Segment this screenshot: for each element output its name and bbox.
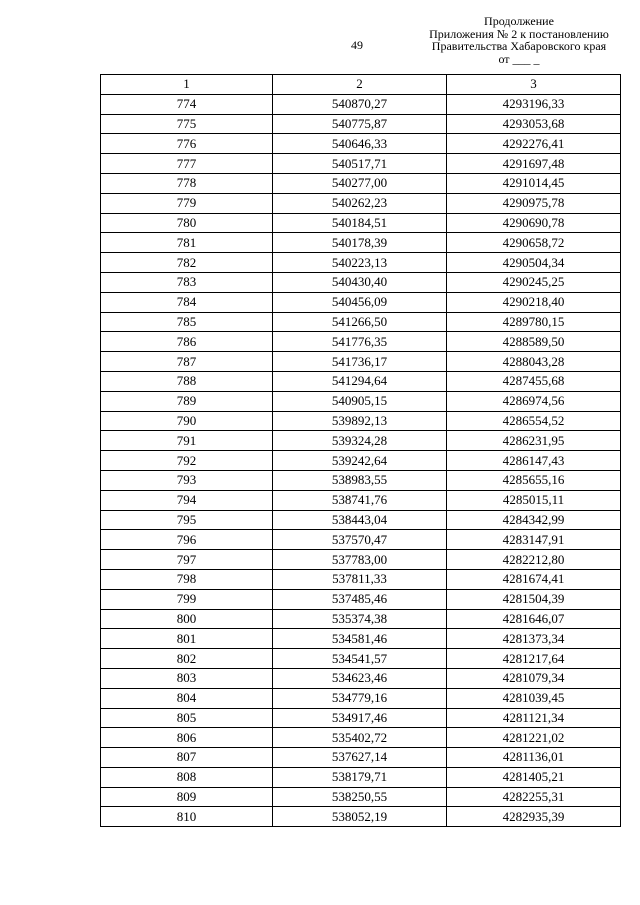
cell-point-number: 802: [101, 649, 273, 669]
cell-x-coordinate: 538443,04: [273, 510, 447, 530]
cell-x-coordinate: 535402,72: [273, 728, 447, 748]
cell-y-coordinate: 4290975,78: [447, 193, 621, 213]
table-row: [101, 114, 621, 134]
cell-x-coordinate: 541266,50: [273, 312, 447, 332]
table-header-row: [101, 75, 621, 95]
cell-x-coordinate: 537627,14: [273, 748, 447, 768]
cell-x-coordinate: 538741,76: [273, 490, 447, 510]
cell-x-coordinate: 540775,87: [273, 114, 447, 134]
cell-y-coordinate: 4290504,34: [447, 253, 621, 273]
header-line-government: Правительства Хабаровского края: [431, 39, 607, 53]
cell-x-coordinate: 534623,46: [273, 668, 447, 688]
cell-y-coordinate: 4292276,41: [447, 134, 621, 154]
cell-point-number: 801: [101, 629, 273, 649]
header-line-date: от ___ _: [498, 51, 540, 66]
cell-x-coordinate: 541776,35: [273, 332, 447, 352]
cell-y-coordinate: 4281079,34: [447, 668, 621, 688]
cell-point-number: 804: [101, 688, 273, 708]
table-row: [101, 272, 621, 292]
cell-point-number: 774: [101, 94, 273, 114]
cell-x-coordinate: 541294,64: [273, 371, 447, 391]
cell-y-coordinate: 4287455,68: [447, 371, 621, 391]
cell-x-coordinate: 540870,27: [273, 94, 447, 114]
cell-y-coordinate: 4290658,72: [447, 233, 621, 253]
cell-point-number: 793: [101, 470, 273, 490]
cell-x-coordinate: 538179,71: [273, 767, 447, 787]
cell-point-number: 799: [101, 589, 273, 609]
column-header-y: 3: [447, 75, 621, 95]
cell-x-coordinate: 539242,64: [273, 451, 447, 471]
cell-y-coordinate: 4282935,39: [447, 807, 621, 827]
cell-y-coordinate: 4281405,21: [447, 767, 621, 787]
table-row: [101, 688, 621, 708]
cell-point-number: 781: [101, 233, 273, 253]
cell-y-coordinate: 4286231,95: [447, 431, 621, 451]
cell-y-coordinate: 4286147,43: [447, 451, 621, 471]
cell-point-number: 800: [101, 609, 273, 629]
cell-y-coordinate: 4281039,45: [447, 688, 621, 708]
table-row: [101, 292, 621, 312]
cell-point-number: 787: [101, 352, 273, 372]
table-row: [101, 589, 621, 609]
cell-y-coordinate: 4288589,50: [447, 332, 621, 352]
cell-point-number: 777: [101, 154, 273, 174]
cell-y-coordinate: 4281504,39: [447, 589, 621, 609]
cell-y-coordinate: 4293053,68: [447, 114, 621, 134]
cell-point-number: 790: [101, 411, 273, 431]
header-line-continuation: Продолжение: [484, 14, 554, 28]
table-row: [101, 411, 621, 431]
table-row: [101, 470, 621, 490]
cell-x-coordinate: 537811,33: [273, 569, 447, 589]
cell-y-coordinate: 4283147,91: [447, 530, 621, 550]
table-row: [101, 391, 621, 411]
table-row: [101, 728, 621, 748]
cell-x-coordinate: 541736,17: [273, 352, 447, 372]
table-row: [101, 233, 621, 253]
table-row: [101, 173, 621, 193]
cell-point-number: 792: [101, 451, 273, 471]
table-row: [101, 94, 621, 114]
cell-x-coordinate: 534581,46: [273, 629, 447, 649]
cell-x-coordinate: 537783,00: [273, 550, 447, 570]
cell-point-number: 809: [101, 787, 273, 807]
cell-y-coordinate: 4284342,99: [447, 510, 621, 530]
cell-x-coordinate: 540905,15: [273, 391, 447, 411]
table-row: [101, 371, 621, 391]
table-row: [101, 154, 621, 174]
cell-x-coordinate: 537570,47: [273, 530, 447, 550]
cell-x-coordinate: 540430,40: [273, 272, 447, 292]
page-number: 49: [351, 38, 363, 52]
table-row: [101, 807, 621, 827]
cell-point-number: 779: [101, 193, 273, 213]
cell-y-coordinate: 4282255,31: [447, 787, 621, 807]
cell-point-number: 807: [101, 748, 273, 768]
cell-y-coordinate: 4282212,80: [447, 550, 621, 570]
cell-y-coordinate: 4290690,78: [447, 213, 621, 233]
cell-x-coordinate: 540456,09: [273, 292, 447, 312]
table-row: [101, 708, 621, 728]
cell-point-number: 776: [101, 134, 273, 154]
cell-y-coordinate: 4289780,15: [447, 312, 621, 332]
cell-y-coordinate: 4286974,56: [447, 391, 621, 411]
cell-x-coordinate: 540184,51: [273, 213, 447, 233]
table-row: [101, 609, 621, 629]
cell-point-number: 798: [101, 569, 273, 589]
cell-x-coordinate: 538983,55: [273, 470, 447, 490]
cell-point-number: 806: [101, 728, 273, 748]
table-row: [101, 550, 621, 570]
cell-x-coordinate: 534541,57: [273, 649, 447, 669]
table-row: [101, 431, 621, 451]
cell-point-number: 805: [101, 708, 273, 728]
cell-point-number: 794: [101, 490, 273, 510]
cell-point-number: 783: [101, 272, 273, 292]
table-row: [101, 767, 621, 787]
cell-point-number: 775: [101, 114, 273, 134]
cell-y-coordinate: 4281221,02: [447, 728, 621, 748]
cell-y-coordinate: 4291014,45: [447, 173, 621, 193]
cell-y-coordinate: 4291697,48: [447, 154, 621, 174]
cell-y-coordinate: 4285655,16: [447, 470, 621, 490]
cell-y-coordinate: 4288043,28: [447, 352, 621, 372]
cell-y-coordinate: 4281136,01: [447, 748, 621, 768]
header-line-appendix: Приложения № 2 к постановлению: [429, 26, 609, 41]
table-row: [101, 668, 621, 688]
cell-point-number: 803: [101, 668, 273, 688]
table-row: [101, 629, 621, 649]
cell-x-coordinate: 534779,16: [273, 688, 447, 708]
coordinates-table: [100, 74, 621, 827]
table-row: [101, 490, 621, 510]
cell-x-coordinate: 540517,71: [273, 154, 447, 174]
cell-x-coordinate: 537485,46: [273, 589, 447, 609]
cell-x-coordinate: 535374,38: [273, 609, 447, 629]
table-row: [101, 649, 621, 669]
cell-point-number: 795: [101, 510, 273, 530]
column-header-x: 2: [273, 75, 447, 95]
table-row: [101, 352, 621, 372]
cell-y-coordinate: 4281674,41: [447, 569, 621, 589]
table-row: [101, 193, 621, 213]
cell-y-coordinate: 4293196,33: [447, 94, 621, 114]
cell-point-number: 780: [101, 213, 273, 233]
cell-point-number: 788: [101, 371, 273, 391]
cell-x-coordinate: 534917,46: [273, 708, 447, 728]
cell-point-number: 782: [101, 253, 273, 273]
cell-point-number: 785: [101, 312, 273, 332]
table-row: [101, 213, 621, 233]
table-row: [101, 530, 621, 550]
table-row: [101, 134, 621, 154]
table-row: [101, 510, 621, 530]
table-row: [101, 312, 621, 332]
cell-y-coordinate: 4285015,11: [447, 490, 621, 510]
appendix-header: [414, 15, 624, 65]
cell-point-number: 789: [101, 391, 273, 411]
cell-point-number: 786: [101, 332, 273, 352]
cell-x-coordinate: 539324,28: [273, 431, 447, 451]
cell-y-coordinate: 4281217,64: [447, 649, 621, 669]
cell-y-coordinate: 4281646,07: [447, 609, 621, 629]
cell-x-coordinate: 539892,13: [273, 411, 447, 431]
table-row: [101, 748, 621, 768]
cell-point-number: 810: [101, 807, 273, 827]
cell-point-number: 778: [101, 173, 273, 193]
cell-point-number: 796: [101, 530, 273, 550]
cell-point-number: 784: [101, 292, 273, 312]
table-body: [101, 94, 621, 826]
table-row: [101, 451, 621, 471]
cell-x-coordinate: 540223,13: [273, 253, 447, 273]
cell-x-coordinate: 540262,23: [273, 193, 447, 213]
cell-y-coordinate: 4290218,40: [447, 292, 621, 312]
cell-x-coordinate: 538052,19: [273, 807, 447, 827]
cell-point-number: 791: [101, 431, 273, 451]
table-row: [101, 787, 621, 807]
cell-y-coordinate: 4281121,34: [447, 708, 621, 728]
column-header-number: 1: [101, 75, 273, 95]
cell-x-coordinate: 540277,00: [273, 173, 447, 193]
cell-x-coordinate: 540646,33: [273, 134, 447, 154]
cell-y-coordinate: 4290245,25: [447, 272, 621, 292]
cell-point-number: 797: [101, 550, 273, 570]
cell-point-number: 808: [101, 767, 273, 787]
cell-x-coordinate: 538250,55: [273, 787, 447, 807]
table-row: [101, 332, 621, 352]
cell-y-coordinate: 4281373,34: [447, 629, 621, 649]
cell-x-coordinate: 540178,39: [273, 233, 447, 253]
table-row: [101, 569, 621, 589]
table-row: [101, 253, 621, 273]
cell-y-coordinate: 4286554,52: [447, 411, 621, 431]
